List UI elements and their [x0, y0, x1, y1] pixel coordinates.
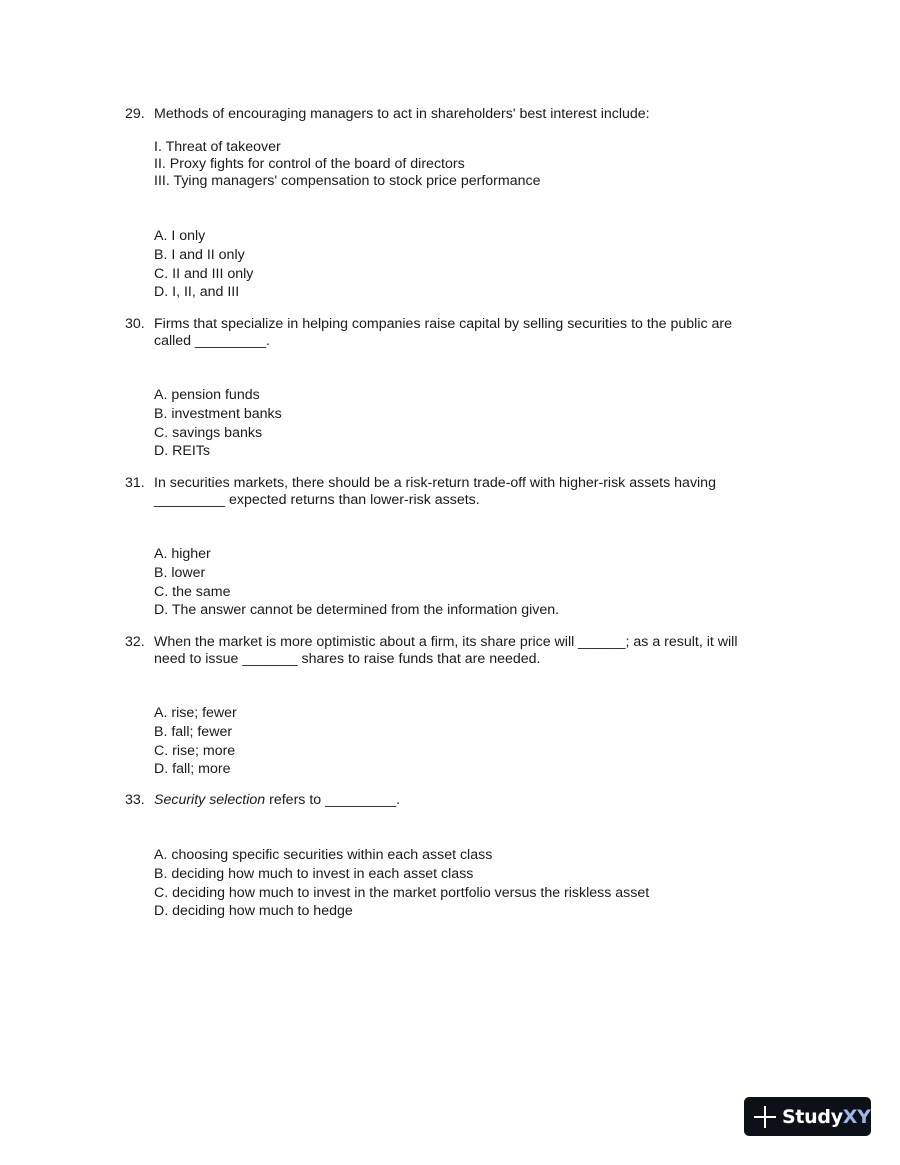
answer-choice: C. the same	[154, 583, 231, 600]
question-stem	[125, 792, 785, 809]
question-text-line: _________ expected returns than lower-risk assets.	[154, 492, 480, 508]
question-text: Methods of encouraging managers to act in shareholders' best interest include:	[154, 106, 650, 122]
statement-item: III. Tying managers' compensation to stock price performance	[154, 173, 541, 189]
question-text-line: When the market is more optimistic about a firm, its share price will ______; as a result, it will	[154, 634, 738, 650]
answer-choice: A. choosing specific securities within each asset class	[154, 847, 493, 863]
question-31	[125, 475, 785, 620]
answer-choices	[125, 386, 785, 461]
studyxy-logo	[744, 1097, 871, 1136]
answer-choice: D. I, II, and III	[154, 284, 240, 301]
answer-choice: B. lower	[154, 564, 206, 581]
answer-choices	[125, 846, 785, 921]
question-number: 31.	[125, 475, 145, 491]
statement-item: I. Threat of takeover	[154, 139, 281, 155]
answer-choice: B. I and II only	[154, 246, 245, 263]
logo-text-main: Study	[782, 1105, 843, 1128]
question-33	[125, 792, 785, 921]
question-text	[154, 792, 785, 809]
answer-choice: D. The answer cannot be determined from the information given.	[154, 602, 560, 619]
answer-choices	[125, 545, 785, 620]
logo-text-accent: XY	[842, 1105, 871, 1128]
answer-choices	[125, 704, 785, 779]
answer-choice: D. fall; more	[154, 761, 231, 778]
answer-choices	[125, 227, 785, 302]
answer-choice: A. I only	[154, 228, 206, 244]
answer-choice: C. deciding how much to invest in the market portfolio versus the riskless asset	[154, 884, 650, 901]
answer-choice: A. higher	[154, 546, 211, 562]
answer-choice: D. deciding how much to hedge	[154, 903, 353, 920]
question-32	[125, 634, 785, 779]
answer-choice: B. deciding how much to invest in each asset class	[154, 865, 474, 882]
statement-item: II. Proxy fights for control of the board of directors	[154, 156, 465, 172]
question-text-line: need to issue _______ shares to raise funds that are needed.	[154, 651, 541, 667]
logo-text	[782, 1106, 871, 1128]
question-stem	[125, 475, 785, 509]
question-text-line: In securities markets, there should be a risk-return trade-off with higher-risk assets having	[154, 475, 716, 491]
question-stem	[125, 634, 785, 668]
question-30	[125, 316, 785, 461]
question-text-italic: Security selection	[154, 792, 266, 808]
answer-choice: B. fall; fewer	[154, 723, 233, 740]
question-29	[125, 106, 785, 302]
answer-choice: C. savings banks	[154, 424, 263, 441]
question-stem	[125, 316, 785, 350]
answer-choice: C. II and III only	[154, 265, 254, 282]
question-text-rest: refers to _________.	[265, 792, 401, 808]
answer-choice: A. pension funds	[154, 387, 260, 403]
answer-choice: B. investment banks	[154, 405, 282, 422]
statement-list	[125, 139, 785, 190]
question-text-line: Firms that specialize in helping companies raise capital by selling securities to the public are	[154, 316, 733, 332]
question-number: 29.	[125, 106, 145, 122]
plus-icon	[754, 1106, 776, 1128]
question-text-line: called _________.	[154, 333, 270, 349]
question-number: 33.	[125, 792, 145, 808]
question-stem	[125, 106, 785, 123]
answer-choice: C. rise; more	[154, 742, 236, 759]
answer-choice: A. rise; fewer	[154, 705, 237, 721]
answer-choice: D. REITs	[154, 443, 210, 460]
question-number: 30.	[125, 316, 145, 332]
question-number: 32.	[125, 634, 145, 650]
